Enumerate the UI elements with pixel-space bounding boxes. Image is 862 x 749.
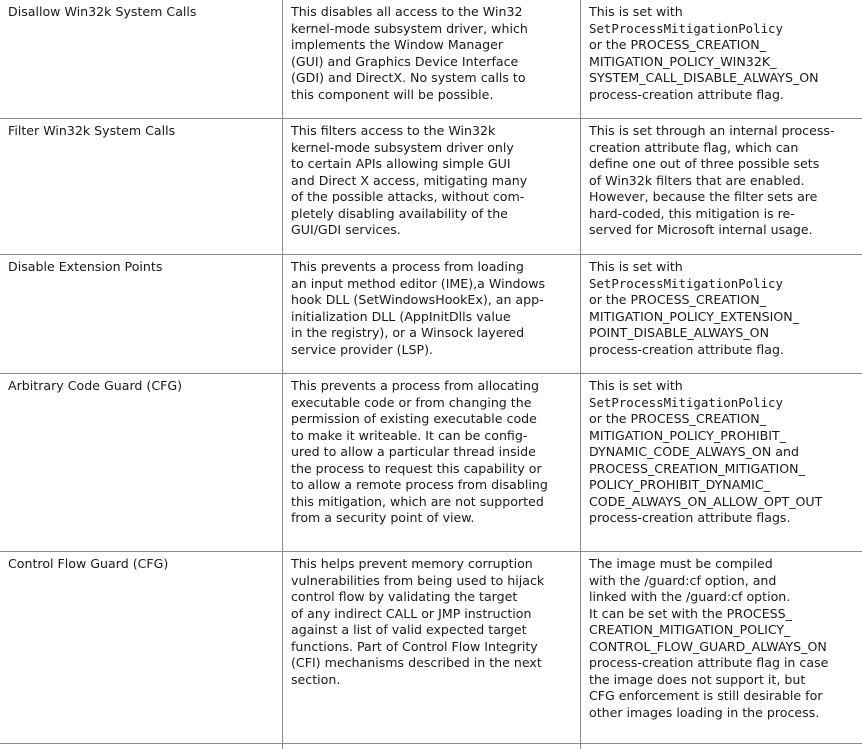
notes-line: CONTROL_FLOW_GUARD_ALWAYS_ON: [589, 638, 827, 654]
mitigation-description: This disables all access to the Win32 kernel-mode subsystem driver, which implements the Window Manager (GUI) and Graphics Device Interface (GDI) and DirectX. No system calls to this component will be possible.: [291, 4, 528, 102]
notes-line: This is set through an internal process-: [589, 123, 835, 138]
notes-line: of Win32k filters that are enabled.: [589, 172, 805, 188]
notes-line: PROCESS_CREATION_MITIGATION_: [589, 460, 805, 476]
mitigation-notes: [589, 556, 828, 721]
notes-line: However, because the filter sets are: [589, 189, 818, 204]
notes-line: creation attribute flag, which can: [589, 139, 799, 155]
table-row: [0, 552, 862, 744]
notes-line: hard-coded, this mitigation is re-: [589, 205, 795, 221]
table-row: [0, 119, 862, 255]
mitigation-name: Control Flow Guard (CFG): [8, 556, 169, 571]
mitigation-notes: [589, 259, 799, 358]
notes-line: This is set with: [589, 259, 683, 274]
notes-line: MITIGATION_POLICY_EXTENSION_: [589, 308, 799, 324]
mitigation-name: Disallow Win32k System Calls: [8, 4, 197, 19]
mitigation-notes: [589, 123, 835, 239]
mitigation-name: Disable Extension Points: [8, 259, 163, 274]
table-row: [0, 0, 862, 119]
notes-line: CFG enforcement is still desirable for: [589, 688, 823, 703]
mitigation-notes: [589, 4, 819, 103]
notes-line: process-creation attribute flags.: [589, 510, 791, 525]
notes-line: the image does not support it, but: [589, 671, 806, 687]
notes-line: MITIGATION_POLICY_PROHIBIT_: [589, 427, 787, 443]
notes-line: SYSTEM_CALL_DISABLE_ALWAYS_ON: [589, 70, 819, 85]
notes-line: It can be set with the PROCESS_: [589, 605, 792, 621]
notes-line: This is set with: [589, 378, 683, 393]
notes-line: process-creation attribute flag in case: [589, 655, 829, 670]
notes-line: CREATION_MITIGATION_POLICY_: [589, 622, 791, 637]
notes-line: or the PROCESS_CREATION_: [589, 292, 767, 307]
notes-line: CODE_ALWAYS_ON_ALLOW_OPT_OUT: [589, 493, 823, 509]
notes-line: SetProcessMitigationPolicy: [589, 394, 783, 410]
notes-line: process-creation attribute flag.: [589, 341, 784, 357]
notes-line: or the PROCESS_CREATION_: [589, 37, 767, 52]
notes-line: define one out of three possible sets: [589, 156, 820, 171]
notes-line: The image must be compiled: [589, 556, 773, 571]
notes-line: served for Microsoft internal usage.: [589, 222, 813, 237]
table-row: [0, 255, 862, 374]
notes-line: POINT_DISABLE_ALWAYS_ON: [589, 325, 769, 340]
notes-line: other images loading in the process.: [589, 704, 820, 720]
mitigation-description: This prevents a process from allocating executable code or from changing the permission of existing executable code to make it writeable. It can be config- ured to allow a particular thread inside the process to request this capability or to allow a remote process from disabling this mitigation, which are not supported from a security point of view.: [291, 378, 548, 525]
notes-line: or the PROCESS_CREATION_: [589, 411, 767, 426]
mitigation-description: This filters access to the Win32k kernel-mode subsystem driver only to certain APIs allowing simple GUI and Direct X access, mitigating many of the possible attacks, without com- pletely disabling availability of the GUI/GDI services.: [291, 123, 528, 237]
mitigation-description: This prevents a process from loading an input method editor (IME),a Windows hook DLL (SetWindowsHookEx), an app- initialization DLL (AppInitDlls value in the registry), or a Winsock layered service provider (LSP).: [291, 259, 546, 357]
notes-line: MITIGATION_POLICY_WIN32K_: [589, 53, 777, 69]
notes-line: with the /guard:cf option, and: [589, 572, 777, 588]
notes-line: POLICY_PROHIBIT_DYNAMIC_: [589, 477, 770, 492]
mitigation-notes: [589, 378, 822, 527]
notes-line: DYNAMIC_CODE_ALWAYS_ON and: [589, 444, 799, 459]
notes-line: SetProcessMitigationPolicy: [589, 20, 783, 36]
mitigation-description: This helps prevent memory corruption vulnerabilities from being used to hijack control flow by validating the target of any indirect CALL or JMP instruction against a list of valid expected target functions. Part of Control Flow Integrity (CFI) mechanisms described in the next section.: [291, 556, 545, 687]
table-row: [0, 374, 862, 552]
notes-line: SetProcessMitigationPolicy: [589, 275, 783, 291]
notes-line: linked with the /guard:cf option.: [589, 589, 791, 604]
notes-line: This is set with: [589, 4, 683, 19]
notes-line: process-creation attribute flag.: [589, 86, 784, 102]
mitigation-name: Filter Win32k System Calls: [8, 123, 176, 138]
mitigation-name: Arbitrary Code Guard (CFG): [8, 378, 183, 393]
